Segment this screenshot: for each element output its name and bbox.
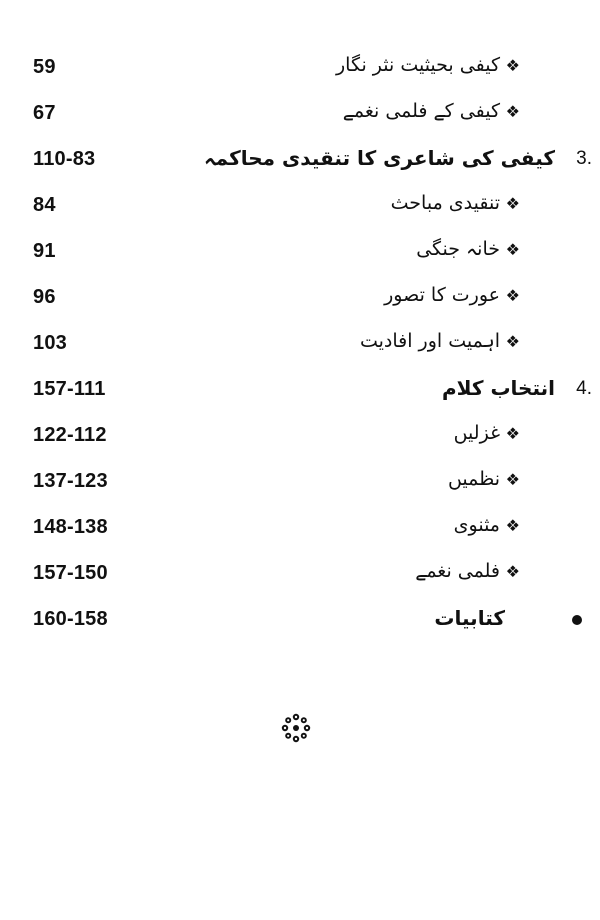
toc-entry [0,280,600,320]
page-range: 148-138 [33,516,108,538]
entry-title: مثنوی [453,514,500,536]
page-range: 160-158 [33,608,108,630]
filled-circle-icon [572,615,582,625]
toc-entry [0,510,600,550]
chapter-number: 4. [576,378,592,399]
diamond-four-dots-icon: ❖ [505,194,520,213]
diamond-four-dots-icon: ❖ [505,286,520,305]
entry-title: نظمیں [447,468,500,490]
entry-title: خانہ جنگی [416,238,500,260]
page-range: 84 [33,194,56,216]
entry-title: اہمیت اور افادیت [359,330,500,352]
toc-entry [0,50,600,90]
diamond-four-dots-icon: ❖ [505,102,520,121]
chapter-title: کیفی کی شاعری کا تنقیدی محاکمہ [203,146,555,170]
page-range: 157-150 [33,562,108,584]
toc-entry [0,326,600,366]
toc-entry [0,188,600,228]
entry-title: فلمی نغمے [415,560,500,582]
diamond-four-dots-icon: ❖ [505,332,520,351]
entry-title: غزلیں [453,422,500,444]
rosette-ornament-icon [278,710,314,746]
diamond-four-dots-icon: ❖ [505,470,520,489]
diamond-four-dots-icon: ❖ [505,240,520,259]
diamond-four-dots-icon: ❖ [505,56,520,75]
entry-title: کیفی بحیثیت نثر نگار [335,54,500,76]
toc-entry [0,96,600,136]
diamond-four-dots-icon: ❖ [505,562,520,581]
toc-entry [0,418,600,458]
page-range: 110-83 [33,148,96,170]
toc-chapter-entry [0,602,600,642]
toc-entry [0,234,600,274]
page-range: 122-112 [33,424,107,446]
page-range: 103 [33,332,67,354]
entry-title: کیفی کے فلمی نغمے [342,100,500,122]
toc-entry [0,464,600,504]
page-range: 157-111 [33,378,106,400]
chapter-number: 3. [576,148,592,169]
page-range: 137-123 [33,470,108,492]
toc-chapter-entry [0,142,600,182]
toc-entry [0,556,600,596]
page-range: 91 [33,240,56,262]
chapter-title: انتخاب کلام [442,376,555,400]
diamond-four-dots-icon: ❖ [505,516,520,535]
page-range: 59 [33,56,56,78]
entry-title: عورت کا تصور [384,284,500,306]
page-range: 96 [33,286,56,308]
diamond-four-dots-icon: ❖ [505,424,520,443]
toc-chapter-entry [0,372,600,412]
entry-title: تنقیدی مباحث [390,192,500,214]
chapter-title: کتابیات [434,606,505,630]
page-range: 67 [33,102,56,124]
